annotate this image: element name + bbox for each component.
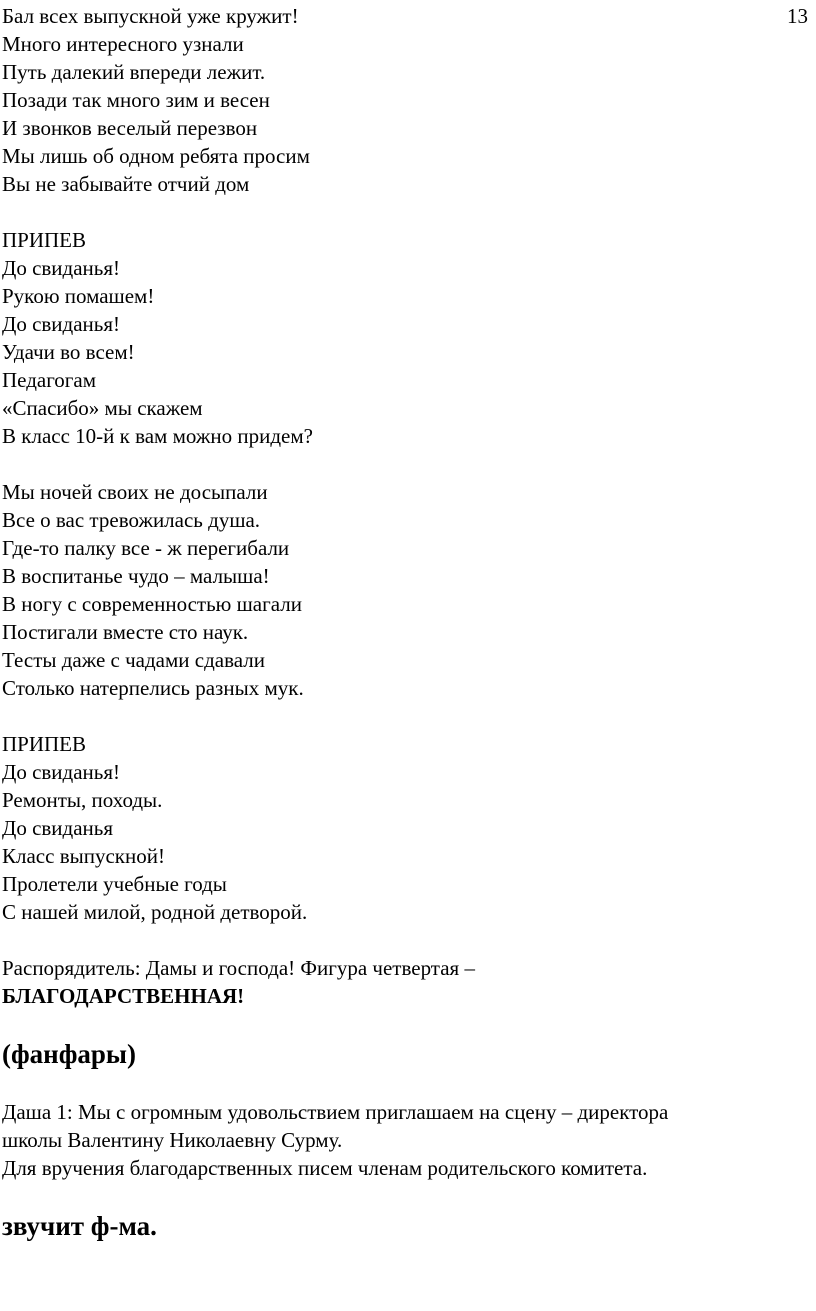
dasha-line: Для вручения благодарственных писем членам родительского комитета. [2, 1156, 648, 1180]
chorus-line: До свиданья! [2, 256, 121, 280]
verse-line: В ногу с современностью шагали [2, 592, 302, 616]
chorus-line: Пролетели учебные годы [2, 872, 227, 896]
chorus-heading: ПРИПЕВ [2, 228, 87, 252]
dasha-line: Даша 1: Мы с огромным удовольствием приглашаем на сцену – директора [2, 1100, 669, 1124]
fanfare-cue: (фанфары) [2, 1039, 136, 1069]
verse-line: Все о вас тревожилась душа. [2, 508, 261, 532]
verse-line: Позади так много зим и весен [2, 88, 270, 112]
section-spacer [2, 1182, 802, 1206]
verse-2 [2, 478, 802, 702]
chorus-heading: ПРИПЕВ [2, 732, 87, 756]
dasha-line: школы Валентину Николаевну Сурму. [2, 1128, 343, 1152]
chorus-line: Педагогам [2, 368, 97, 392]
chorus-line: «Спасибо» мы скажем [2, 396, 203, 420]
verse-line: Много интересного узнали [2, 32, 244, 56]
document-content [2, 2, 802, 1246]
section-spacer [2, 1010, 802, 1034]
verse-line: Мы ночей своих не досыпали [2, 480, 268, 504]
chorus-line: До свиданья [2, 816, 114, 840]
announcer-line: Распорядитель: Дамы и господа! Фигура четвертая – [2, 956, 475, 980]
chorus-line: До свиданья! [2, 760, 121, 784]
verse-line: Тесты даже с чадами сдавали [2, 648, 265, 672]
stanza-spacer [2, 926, 802, 954]
verse-line: Бал всех выпускной уже кружит! [2, 4, 299, 28]
chorus-line: Рукою помашем! [2, 284, 155, 308]
chorus-line: Удачи во всем! [2, 340, 135, 364]
announcer-block [2, 954, 802, 1010]
figure-title: БЛАГОДАРСТВЕННАЯ! [2, 984, 245, 1008]
chorus-line: Класс выпускной! [2, 844, 165, 868]
verse-line: Путь далекий впереди лежит. [2, 60, 266, 84]
stanza-spacer [2, 198, 802, 226]
stanza-spacer [2, 450, 802, 478]
verse-line: Мы лишь об одном ребята просим [2, 144, 310, 168]
section-spacer [2, 1074, 802, 1098]
verse-line: И звонков веселый перезвон [2, 116, 258, 140]
verse-1 [2, 2, 802, 198]
music-cue: звучит ф-ма. [2, 1211, 157, 1241]
chorus-line: В класс 10-й к вам можно придем? [2, 424, 313, 448]
chorus-line: До свиданья! [2, 312, 121, 336]
chorus-1 [2, 226, 802, 450]
chorus-2 [2, 730, 802, 926]
verse-line: Столько натерпелись разных мук. [2, 676, 304, 700]
page-number: 13 [787, 4, 808, 28]
stanza-spacer [2, 702, 802, 730]
verse-line: Постигали вместе сто наук. [2, 620, 249, 644]
verse-line: Где-то палку все - ж перегибали [2, 536, 290, 560]
chorus-line: С нашей милой, родной детворой. [2, 900, 308, 924]
chorus-line: Ремонты, походы. [2, 788, 163, 812]
dasha-block [2, 1098, 802, 1182]
verse-line: В воспитанье чудо – малыша! [2, 564, 270, 588]
verse-line: Вы не забывайте отчий дом [2, 172, 250, 196]
